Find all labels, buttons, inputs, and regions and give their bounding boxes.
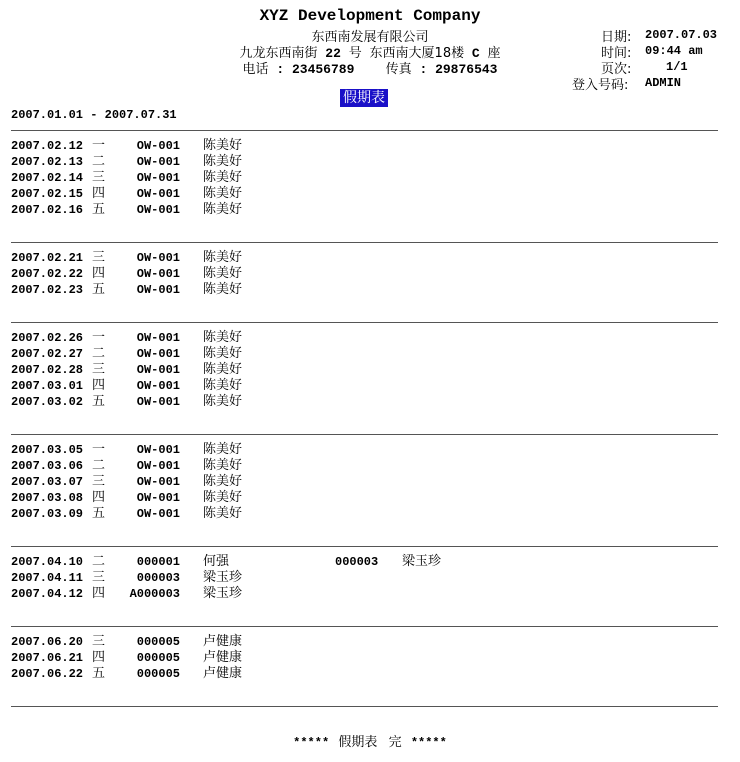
staff-code: OW-001	[136, 507, 180, 521]
staff-code: OW-001	[136, 251, 180, 265]
table-row	[0, 282, 740, 298]
leave-date: 2007.03.07	[11, 475, 84, 489]
table-row	[0, 202, 740, 218]
leave-date: 2007.06.21	[11, 651, 84, 665]
footer-stars-left: *****	[293, 736, 330, 750]
table-row	[0, 650, 740, 666]
staff-name: 陈美好	[203, 458, 243, 473]
leave-date: 2007.02.23	[11, 283, 84, 297]
weekday: 五	[92, 506, 106, 521]
staff-code: OW-001	[136, 379, 180, 393]
phone-label: 电话	[242, 62, 269, 77]
staff-code: OW-001	[136, 203, 180, 217]
staff-code: 000005	[136, 667, 180, 681]
leave-date: 2007.02.21	[11, 251, 84, 265]
weekday: 四	[92, 266, 106, 281]
footer-end: 完	[388, 735, 402, 750]
leave-date: 2007.02.14	[11, 171, 84, 185]
weekday: 三	[92, 474, 106, 489]
table-row	[0, 474, 740, 490]
weekday: 二	[92, 346, 106, 361]
weekday: 五	[92, 666, 106, 681]
leave-date: 2007.03.02	[11, 395, 84, 409]
company-name-cn: 东西南发展有限公司	[311, 30, 429, 45]
staff-name: 陈美好	[203, 330, 243, 345]
staff-code: OW-001	[136, 395, 180, 409]
weekday: 四	[92, 586, 106, 601]
table-row	[0, 394, 740, 410]
staff-code: OW-001	[136, 491, 180, 505]
weekday: 五	[92, 394, 106, 409]
leave-date: 2007.06.22	[11, 667, 84, 681]
address-hao: 号	[348, 46, 362, 61]
staff-name: 陈美好	[203, 138, 243, 153]
staff-name: 陈美好	[203, 378, 243, 393]
table-row	[0, 586, 740, 602]
weekday: 三	[92, 570, 106, 585]
separator-rule	[11, 626, 718, 627]
leave-date: 2007.03.01	[11, 379, 84, 393]
staff-code: 000001	[136, 555, 180, 569]
staff-code: 000005	[136, 635, 180, 649]
staff-name: 陈美好	[203, 202, 243, 217]
staff-code: A000003	[129, 587, 180, 601]
staff-name: 陈美好	[203, 266, 243, 281]
staff-name: 陈美好	[203, 154, 243, 169]
login-label: 登入号码:	[572, 78, 629, 93]
staff-name: 陈美好	[203, 442, 243, 457]
staff-name: 陈美好	[203, 346, 243, 361]
table-row	[0, 250, 740, 266]
staff-name: 陈美好	[203, 362, 243, 377]
table-row	[0, 346, 740, 362]
weekday: 四	[92, 490, 106, 505]
staff-code: OW-001	[136, 187, 180, 201]
separator-rule	[11, 706, 718, 707]
weekday: 三	[92, 634, 106, 649]
table-row	[0, 138, 740, 154]
leave-date: 2007.03.05	[11, 443, 84, 457]
staff-name-2: 梁玉珍	[402, 554, 442, 569]
separator-rule	[11, 434, 718, 435]
fax-separator: :	[419, 62, 428, 77]
weekday: 一	[92, 330, 106, 345]
staff-name: 卢健康	[203, 666, 243, 681]
separator-rule	[11, 130, 718, 131]
fax-number: 29876543	[435, 62, 498, 77]
address-zuo: 座	[487, 46, 501, 61]
weekday: 四	[92, 186, 106, 201]
staff-code: OW-001	[136, 171, 180, 185]
staff-name: 陈美好	[203, 282, 243, 297]
report-footer	[0, 731, 740, 750]
staff-code-2: 000003	[335, 555, 379, 569]
leave-date: 2007.02.28	[11, 363, 84, 377]
table-row	[0, 666, 740, 682]
staff-name: 梁玉珍	[203, 586, 243, 601]
table-row	[0, 554, 740, 570]
leave-date: 2007.03.08	[11, 491, 84, 505]
weekday: 二	[92, 154, 106, 169]
leave-date: 2007.03.06	[11, 459, 84, 473]
print-time: 09:44 am	[645, 44, 703, 58]
staff-code: OW-001	[136, 155, 180, 169]
table-row	[0, 362, 740, 378]
weekday: 三	[92, 170, 106, 185]
staff-name: 陈美好	[203, 170, 243, 185]
leave-date: 2007.04.11	[11, 571, 84, 585]
address-block: C	[471, 46, 480, 61]
table-row	[0, 154, 740, 170]
staff-name: 陈美好	[203, 250, 243, 265]
leave-date: 2007.02.26	[11, 331, 84, 345]
weekday: 五	[92, 202, 106, 217]
staff-name: 陈美好	[203, 506, 243, 521]
leave-date: 2007.02.13	[11, 155, 84, 169]
company-name-en: XYZ Development Company	[259, 7, 481, 25]
leave-date: 2007.02.22	[11, 267, 84, 281]
table-row	[0, 634, 740, 650]
weekday: 四	[92, 650, 106, 665]
separator-rule	[11, 546, 718, 547]
weekday: 二	[92, 458, 106, 473]
staff-code: OW-001	[136, 347, 180, 361]
address-number: 22	[325, 46, 341, 61]
staff-code: OW-001	[136, 459, 180, 473]
leave-date: 2007.03.09	[11, 507, 84, 521]
weekday: 三	[92, 362, 106, 377]
weekday: 五	[92, 282, 106, 297]
phone-separator: :	[276, 62, 285, 77]
table-row	[0, 570, 740, 586]
weekday: 三	[92, 250, 106, 265]
weekday: 四	[92, 378, 106, 393]
address-building: 东西南大厦	[369, 46, 435, 61]
phone-number: 23456789	[291, 62, 355, 77]
weekday: 二	[92, 554, 106, 569]
table-row	[0, 506, 740, 522]
table-row	[0, 442, 740, 458]
staff-code: 000003	[136, 571, 180, 585]
table-row	[0, 170, 740, 186]
staff-name: 陈美好	[203, 186, 243, 201]
separator-rule	[11, 322, 718, 323]
time-label: 时间:	[601, 46, 632, 61]
footer-title: 假期表	[338, 735, 378, 750]
leave-date: 2007.02.16	[11, 203, 84, 217]
leave-date: 2007.02.27	[11, 347, 84, 361]
staff-code: OW-001	[136, 443, 180, 457]
staff-name: 何强	[203, 554, 230, 569]
staff-code: OW-001	[136, 331, 180, 345]
leave-date: 2007.06.20	[11, 635, 84, 649]
staff-code: OW-001	[136, 139, 180, 153]
fax-label: 传真	[385, 62, 412, 77]
table-row	[0, 458, 740, 474]
staff-code: 000005	[136, 651, 180, 665]
login-id: ADMIN	[645, 76, 682, 90]
leave-date: 2007.02.15	[11, 187, 84, 201]
print-date: 2007.07.03	[645, 28, 718, 42]
date-label: 日期:	[601, 30, 632, 45]
separator-rule	[11, 242, 718, 243]
table-row	[0, 266, 740, 282]
table-row	[0, 490, 740, 506]
leave-date: 2007.04.12	[11, 587, 84, 601]
report-title: 假期表	[340, 89, 388, 107]
staff-name: 陈美好	[203, 394, 243, 409]
weekday: 一	[92, 138, 106, 153]
staff-name: 梁玉珍	[203, 570, 243, 585]
staff-name: 卢健康	[203, 650, 243, 665]
weekday: 一	[92, 442, 106, 457]
staff-code: OW-001	[136, 475, 180, 489]
page-number: 1/1	[666, 60, 688, 74]
staff-name: 陈美好	[203, 474, 243, 489]
footer-stars-right: *****	[410, 736, 447, 750]
address-floor: 18楼	[434, 46, 465, 61]
staff-name: 卢健康	[203, 634, 243, 649]
table-row	[0, 378, 740, 394]
leave-date: 2007.02.12	[11, 139, 84, 153]
table-row	[0, 186, 740, 202]
leave-date: 2007.04.10	[11, 555, 84, 569]
date-range: 2007.01.01 - 2007.07.31	[11, 108, 177, 122]
page-label: 页次:	[601, 62, 632, 77]
address-street: 九龙东西南街	[239, 46, 318, 61]
staff-code: OW-001	[136, 283, 180, 297]
staff-code: OW-001	[136, 363, 180, 377]
table-row	[0, 330, 740, 346]
staff-code: OW-001	[136, 267, 180, 281]
staff-name: 陈美好	[203, 490, 243, 505]
